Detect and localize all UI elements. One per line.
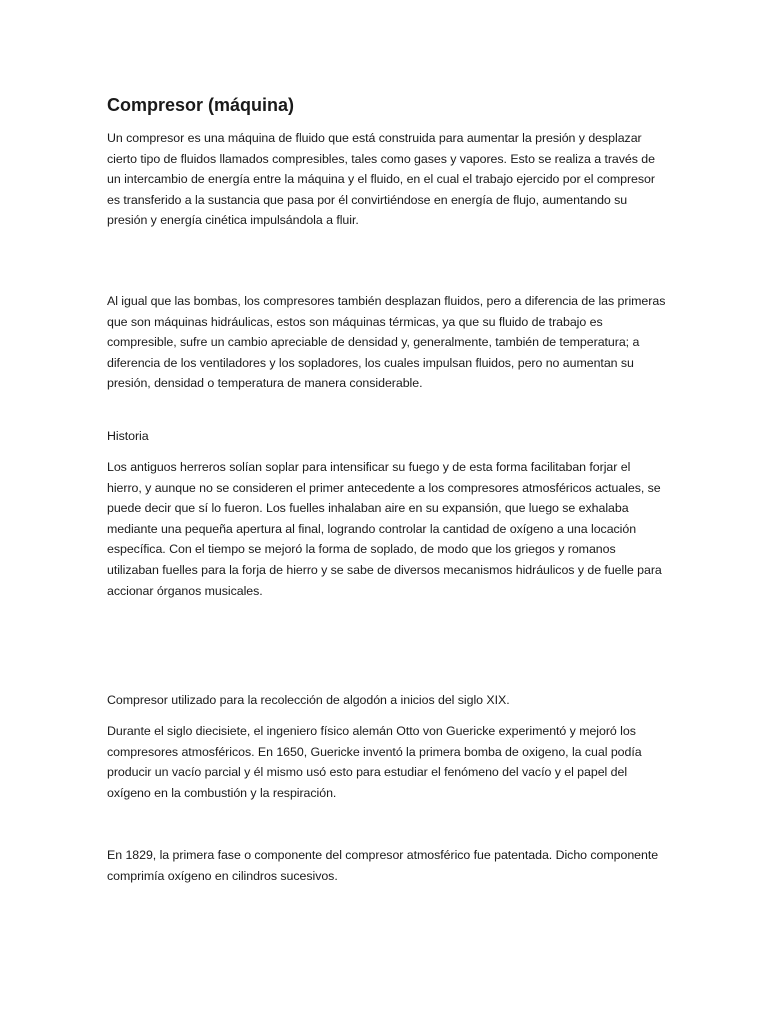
paragraph-guericke: Durante el siglo diecisiete, el ingeniero físico alemán Otto von Guericke experimentó y mejoró los compresores atmosféricos. En 1650, Guericke inventó la primera bomba de oxigeno, la cual podía producir un vacío parcial y él mismo usó esto para estudiar el fenómeno del vacío y el papel del oxígeno en la combustión y la respiración. — [107, 724, 642, 800]
document-title: Compresor (máquina) — [107, 95, 295, 115]
paragraph-1829-patent: En 1829, la primera fase o componente del compresor atmosférico fue patentada. Dicho componente comprimía oxígeno en cilindros sucesivos. — [107, 848, 659, 883]
image-caption: Compresor utilizado para la recolección de algodón a inicios del siglo XIX. — [107, 693, 510, 707]
paragraph-history-blacksmiths: Los antiguos herreros solían soplar para intensificar su fuego y de esta forma facilitaban forjar el hierro, y aunque no se consideren el primer antecedente a los compresores atmosféricos actuales, se puede decir que sí lo fueron. Los fuelles inhalaban aire en su expansión, que luego se exhalaba mediante una pequeña apertura al final, logrando controlar la cantidad de oxígeno a una locación específica. Con el tiempo se mejoró la forma de soplado, de modo que los griegos y romanos utilizaban fuelles para la forja de hierro y se sabe de diversos mecanismos hidráulicos y de fuelle para accionar órganos musicales. — [107, 460, 662, 598]
section-heading-historia: Historia — [107, 429, 149, 443]
paragraph-definition: Un compresor es una máquina de fluido que está construida para aumentar la presión y desplazar cierto tipo de fluidos llamados compresibles, tales como gases y vapores. Esto se realiza a través de un intercambio de energía entre la máquina y el fluido, en el cual el trabajo ejercido por el compresor es transferido a la sustancia que pasa por él convirtiéndose en energía de flujo, aumentando su presión y energía cinética impulsándola a fluir. — [107, 131, 655, 228]
paragraph-comparison: Al igual que las bombas, los compresores también desplazan fluidos, pero a diferencia de las primeras que son máquinas hidráulicas, estos son máquinas térmicas, ya que su fluido de trabajo es compresible, sufre un cambio apreciable de densidad y, generalmente, también de temperatura; a diferencia de los ventiladores y los sopladores, los cuales impulsan fluidos, pero no aumentan su presión, densidad o temperatura de manera considerable. — [107, 294, 666, 391]
